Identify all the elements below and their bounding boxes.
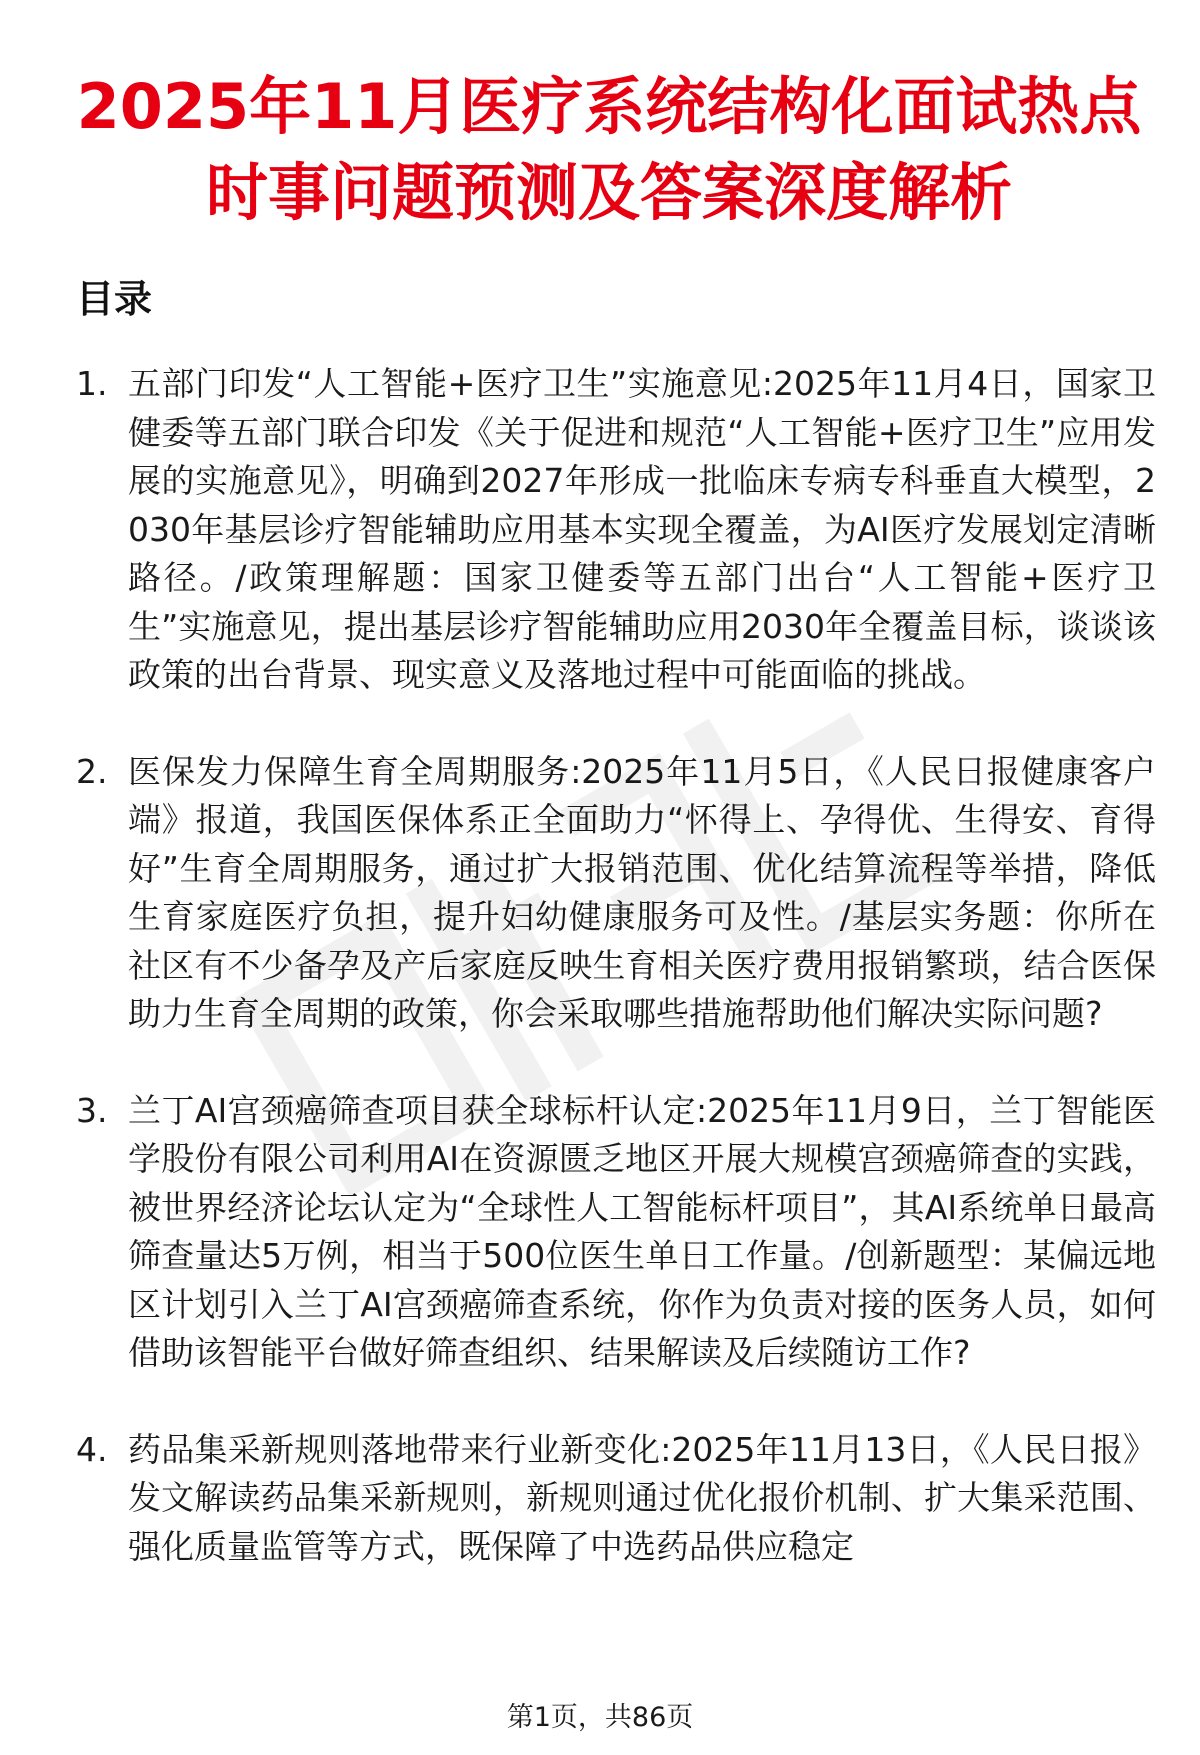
toc-heading: 目录 <box>76 277 153 321</box>
page-footer: 第1页，共86页 <box>506 1702 694 1733</box>
toc-item-number: 4. <box>76 1429 108 1469</box>
document-title: 2025年11月医疗系统结构化面试热点时事问题预测及答案深度解析 <box>76 70 1142 229</box>
toc-item-number: 2. <box>76 751 108 791</box>
toc-list <box>62 360 1156 1571</box>
toc-item-text: 药品集采新规则落地带来行业新变化:2025年11月13日，《人民日报》发文解读药品集采新规则，新规则通过优化报价机制、扩大集采范围、强化质量监管等方式，既保障了中选药品供应稳定 <box>128 1429 1156 1566</box>
toc-item-4 <box>62 1426 1156 1572</box>
toc-item-3 <box>62 1087 1156 1378</box>
toc-item-text: 五部门印发“人工智能+医疗卫生”实施意见:2025年11月4日，国家卫健委等五部门联合印发《关于促进和规范“人工智能+医疗卫生”应用发展的实施意见》，明确到2027年形成一批临床专病专科垂直大模型，2030年基层诊疗智能辅助应用基本实现全覆盖，为AI医疗发展划定清晰路径。/政策理解题：国家卫健委等五部门出台“人工智能+医疗卫生”实施意见，提出基层诊疗智能辅助应用2030年全覆盖目标，谈谈该政策的出台背景、现实意义及落地过程中可能面临的挑战。 <box>128 364 1156 694</box>
toc-item-text: 兰丁AI宫颈癌筛查项目获全球标杆认定:2025年11月9日，兰丁智能医学股份有限公司利用AI在资源匮乏地区开展大规模宫颈癌筛查的实践，被世界经济论坛认定为“全球性人工智能标杆项目”，其AI系统单日最高筛查量达5万例，相当于500位医生单日工作量。/创新题型：某偏远地区计划引入兰丁AI宫颈癌筛查系统，你作为负责对接的医务人员，如何借助该智能平台做好筛查组织、结果解读及后续随访工作? <box>128 1090 1156 1372</box>
toc-item-number: 3. <box>76 1090 108 1130</box>
toc-item-text: 医保发力保障生育全周期服务:2025年11月5日，《人民日报健康客户端》报道，我国医保体系正全面助力“怀得上、孕得优、生得安、育得好”生育全周期服务，通过扩大报销范围、优化结算流程等举措，降低生育家庭医疗负担，提升妇幼健康服务可及性。/基层实务题：你所在社区有不少备孕及产后家庭反映生育相关医疗费用报销繁琐，结合医保助力生育全周期的政策，你会采取哪些措施帮助他们解决实际问题? <box>128 751 1156 1033</box>
toc-item-2 <box>62 748 1156 1039</box>
toc-item-1 <box>62 360 1156 700</box>
toc-item-number: 1. <box>76 364 108 403</box>
